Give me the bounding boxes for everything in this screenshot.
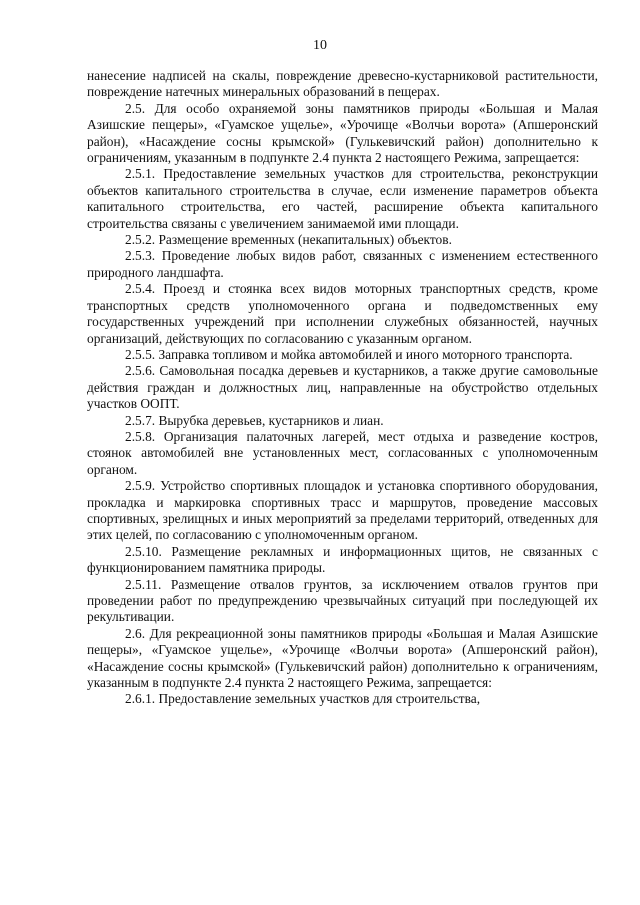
paragraph: 2.5.1. Предоставление земельных участков для строительства, реконструкции объектов капитального строительства в случае, если изменение параметров объекта капитального строительства, его частей, расширение объекта капитального строительства связаны с увеличением занимаемой ими площади. bbox=[87, 166, 598, 231]
paragraph: 2.5.9. Устройство спортивных площадок и установка спортивного оборудования, прокладка и маркировка спортивных трасс и маршрутов, проведение массовых спортивных, зрелищных и иных мероприятий за пределами территорий, отведенных для этих целей, по согласованию с уполномоченным органом. bbox=[87, 478, 598, 543]
paragraph: 2.6. Для рекреационной зоны памятников природы «Большая и Малая Азишские пещеры», «Гуамское ущелье», «Урочище «Волчьи ворота» (Апшеронский район), «Насаждение сосны крымской» (Гулькевичский район) дополнительно к ограничениям, указанным в подпункте 2.4 пункта 2 настоящего Режима, запрещается: bbox=[87, 625, 598, 691]
paragraph: 2.5.7. Вырубка деревьев, кустарников и лиан. bbox=[125, 412, 384, 428]
paragraph: 2.5.6. Самовольная посадка деревьев и кустарников, а также другие самовольные действия граждан и должностных лиц, направленные на обустройство отдельных участков ООПТ. bbox=[87, 363, 598, 412]
paragraph: 2.5.11. Размещение отвалов грунтов, за исключением отвалов грунтов при проведении работ по предупреждению чрезвычайных ситуаций при последующей их рекультивации. bbox=[87, 576, 598, 625]
paragraph: нанесение надписей на скалы, повреждение древесно-кустарниковой растительности, повреждение натечных минеральных образований в пещерах. bbox=[87, 68, 598, 100]
paragraph: 2.5.5. Заправка топливом и мойка автомобилей и иного моторного транспорта. bbox=[125, 346, 573, 362]
paragraph: 2.5.10. Размещение рекламных и информационных щитов, не связанных с функционированием памятника природы. bbox=[87, 543, 598, 576]
paragraph: 2.5.3. Проведение любых видов работ, связанных с изменением естественного природного ландшафта. bbox=[87, 248, 598, 280]
paragraph: 2.5.8. Организация палаточных лагерей, мест отдыха и разведение костров, стоянок автомобилей вне установленных мест, согласованных с уполномоченным органом. bbox=[87, 428, 598, 477]
paragraph: 2.6.1. Предоставление земельных участков для строительства, bbox=[125, 691, 481, 707]
document-body bbox=[87, 68, 598, 708]
page-number: 10 bbox=[313, 38, 327, 53]
paragraph: 2.5.4. Проезд и стоянка всех видов моторных транспортных средств, кроме транспортных средств уполномоченного органа и подведомственных ему государственных учреждений при исполнении служебных обязанностей, научных организаций, действующих по согласованию с указанным органом. bbox=[87, 281, 598, 346]
paragraph: 2.5.2. Размещение временных (некапитальных) объектов. bbox=[125, 232, 452, 248]
paragraph: 2.5. Для особо охраняемой зоны памятников природы «Большая и Малая Азишские пещеры», «Гуамское ущелье», «Урочище «Волчьи ворота» (Апшеронский район), «Насаждение сосны крымской» (Гулькевичский район) дополнительно к ограничениям, указанным в подпункте 2.4 пункта 2 настоящего Режима, запрещается: bbox=[87, 100, 598, 166]
